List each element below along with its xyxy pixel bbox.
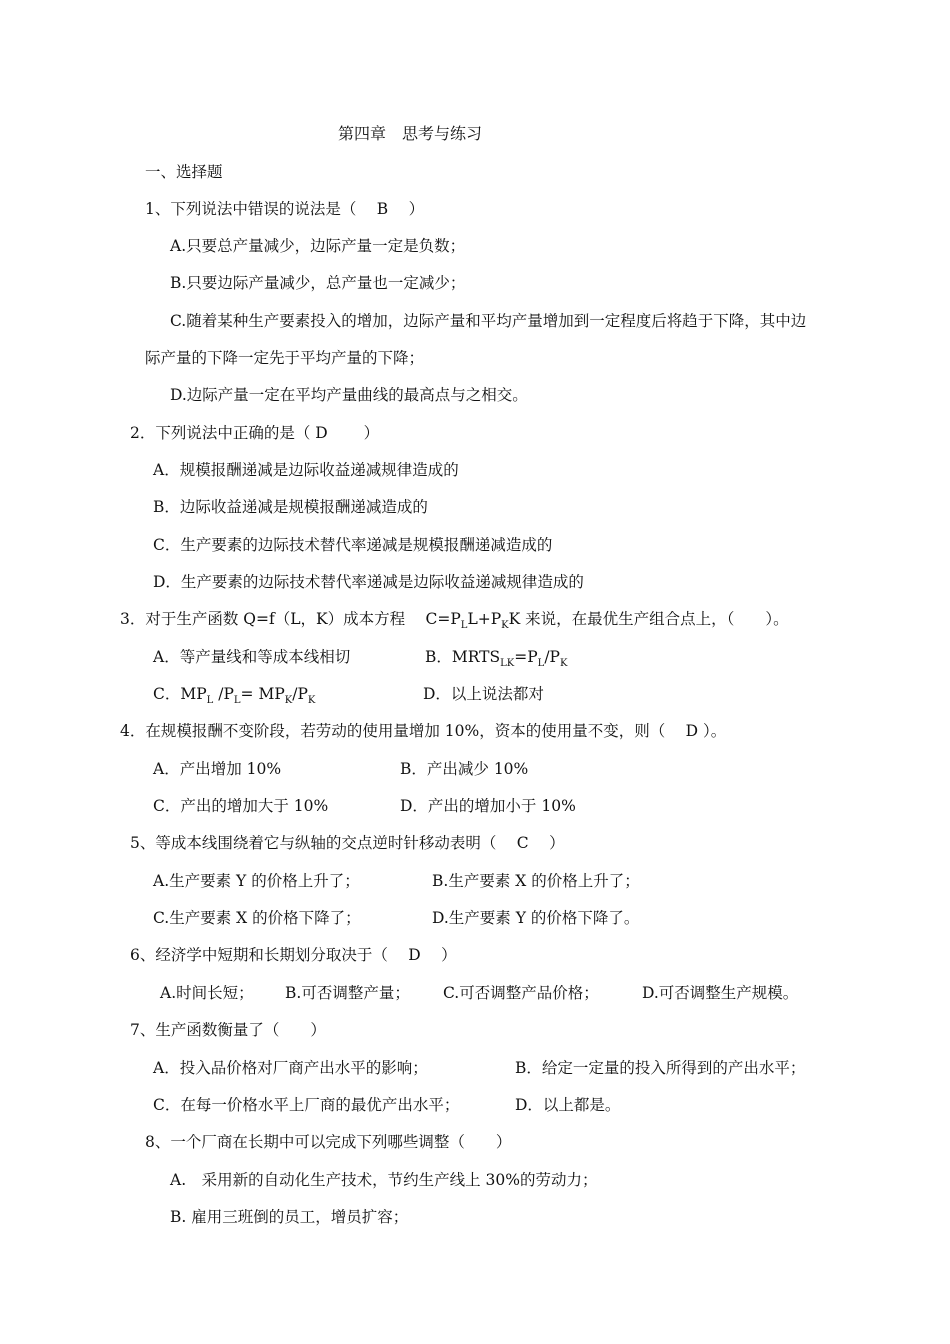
page-title: 第四章 思考与练习	[338, 124, 483, 143]
question-5-option-d: D.生产要素 Y 的价格下降了。	[432, 909, 640, 927]
question-8-stem: 8、一个厂商在长期中可以完成下列哪些调整（ ）	[145, 1133, 512, 1151]
question-1-option-a: A.只要总产量减少，边际产量一定是负数；	[170, 237, 466, 255]
question-5-stem: 5、等成本线围绕着它与纵轴的交点逆时针移动表明（ C ）	[130, 834, 565, 852]
question-4-option-d: D．产出的增加小于 10%	[400, 797, 576, 815]
question-6-option-d: D.可否调整生产规模。	[642, 984, 799, 1002]
question-4-option-a: A．产出增加 10%	[153, 760, 282, 778]
question-3-option-d: D．以上说法都对	[423, 685, 544, 703]
question-8-option-a: A. 采用新的自动化生产技术，节约生产线上 30%的劳动力；	[170, 1171, 598, 1189]
question-7-option-a: A．投入品价格对厂商产出水平的影响；	[153, 1059, 428, 1077]
question-4-stem: 4．在规模报酬不变阶段，若劳动的使用量增加 10%，资本的使用量不变，则（ D ）。	[120, 722, 727, 740]
question-3-option-a: A．等产量线和等成本线相切	[153, 648, 351, 666]
question-4-option-c: C．产出的增加大于 10%	[153, 797, 329, 815]
section-heading: 一、选择题	[145, 163, 223, 181]
question-6-option-a: A.时间长短；	[160, 984, 254, 1002]
question-3-option-b: B．$MRTS_{LK}=P_L/P_K$	[425, 648, 568, 669]
question-6-option-b: B.可否调整产量；	[285, 984, 410, 1002]
question-1-option-c: C.随着某种生产要素投入的增加，边际产量和平均产量增加到一定程度后将趋于下降，其中边	[170, 312, 807, 330]
question-2-stem: 2．下列说法中正确的是（ D ）	[130, 424, 380, 442]
question-2-option-d: D．生产要素的边际技术替代率递减是边际收益递减规律造成的	[153, 573, 584, 591]
question-6-option-c: C.可否调整产品价格；	[443, 984, 599, 1002]
question-8-option-b: B. 雇用三班倒的员工，增员扩容；	[170, 1208, 409, 1226]
question-2-option-a: A．规模报酬递减是边际收益递减规律造成的	[153, 461, 459, 479]
question-3-option-c: C．$MP_L$ $/P_L= MP_K/P_K$	[153, 685, 316, 706]
question-7-option-c: C．在每一价格水平上厂商的最优产出水平；	[153, 1096, 460, 1114]
question-1-option-c-continued: 际产量的下降一定先于平均产量的下降；	[145, 349, 425, 367]
question-5-option-a: A.生产要素 Y 的价格上升了；	[153, 872, 360, 890]
question-6-stem: 6、经济学中短期和长期划分取决于（ D ）	[130, 946, 457, 964]
question-7-stem: 7、生产函数衡量了（ ）	[130, 1021, 326, 1039]
question-2-option-c: C．生产要素的边际技术替代率递减是规模报酬递减造成的	[153, 536, 553, 554]
question-5-option-c: C.生产要素 X 的价格下降了；	[153, 909, 361, 927]
question-7-option-b: B．给定一定量的投入所得到的产出水平；	[515, 1059, 806, 1077]
question-1-option-d: D.边际产量一定在平均产量曲线的最高点与之相交。	[170, 386, 528, 404]
question-7-option-d: D．以上都是。	[515, 1096, 621, 1114]
question-4-option-b: B．产出减少 10%	[400, 760, 529, 778]
question-3-stem: 3．对于生产函数 Q=f（L，K）成本方程 $C=P_LL+P_KK$ 来说，在最优生产组合点上，（ ）。	[120, 610, 789, 631]
question-1-stem: 1、下列说法中错误的说法是（ B ）	[145, 200, 425, 218]
question-2-option-b: B．边际收益递减是规模报酬递减造成的	[153, 498, 428, 516]
question-5-option-b: B.生产要素 X 的价格上升了；	[432, 872, 640, 890]
question-1-option-b: B.只要边际产量减少，总产量也一定减少；	[170, 274, 466, 292]
